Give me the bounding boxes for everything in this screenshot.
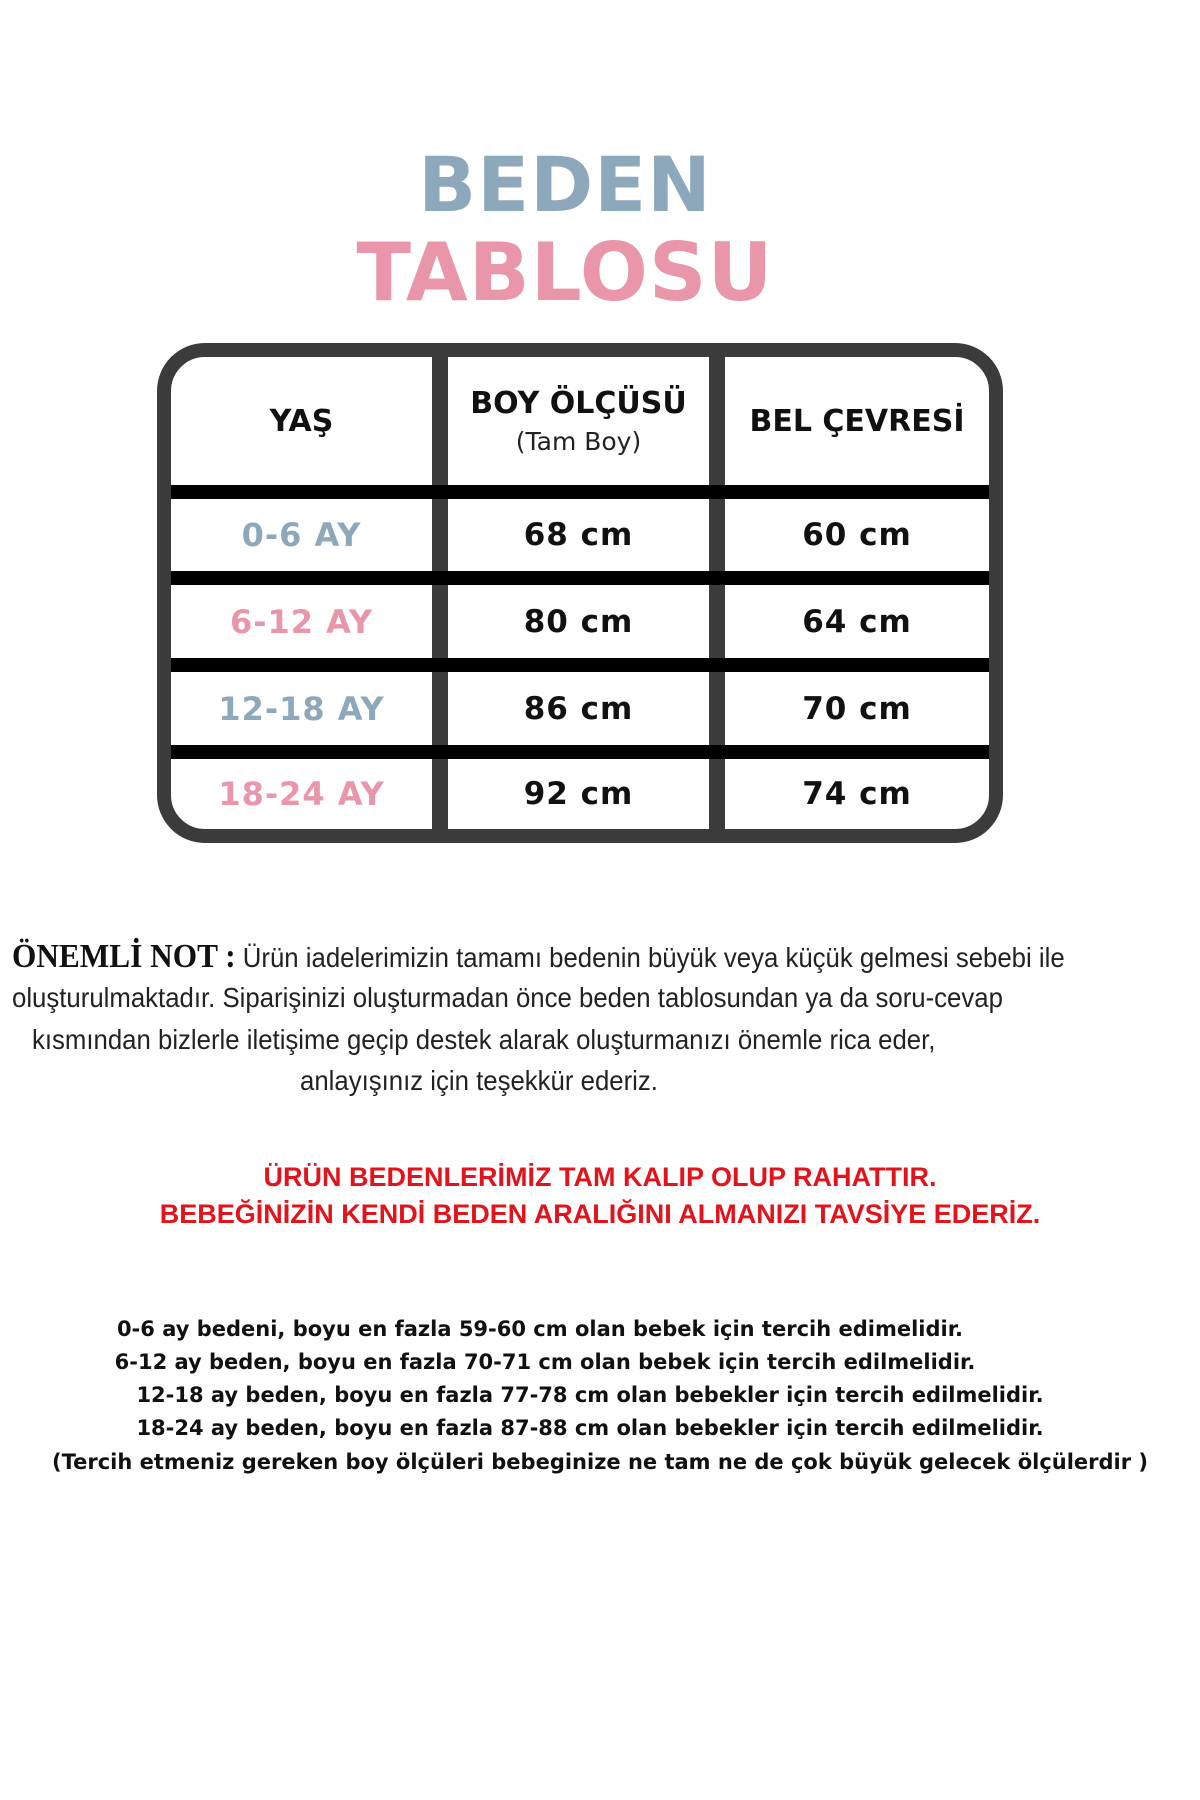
instruction-line: 18-24 ay beden, boyu en fazla 87-88 cm olan bebekler için tercih edilmelidir. xyxy=(136,1416,1044,1440)
note-text: Ürün iadelerimizin tamamı bedenin büyük veya küçük gelmesi sebebi ile xyxy=(235,942,1065,973)
note-label: ÖNEMLİ NOT : xyxy=(12,938,236,975)
row-divider xyxy=(171,658,989,672)
note-line: oluşturulmaktadır. Siparişinizi oluşturmadan önce beden tablosundan ya da soru-cevap xyxy=(12,982,1003,1013)
age-cell: 12-18 AY xyxy=(218,689,385,728)
instruction-line: 12-18 ay beden, boyu en fazla 77-78 cm olan bebekler için tercih edilmelidir. xyxy=(136,1383,1044,1407)
age-cell: 6-12 AY xyxy=(229,602,374,641)
note-line: kısmından bizlerle iletişime geçip destek alarak oluşturmanızı önemle rica eder, xyxy=(32,1024,936,1055)
header-boy xyxy=(448,357,709,485)
note-line xyxy=(12,938,1098,976)
bel-cell: 60 cm xyxy=(802,517,912,553)
header-label: BOY ÖLÇÜSÜ xyxy=(470,386,687,421)
note-line: anlayışınız için teşekkür ederiz. xyxy=(300,1065,658,1096)
instruction-line: 6-12 ay beden, boyu en fazla 70-71 cm olan bebek için tercih edilmelidir. xyxy=(114,1350,976,1374)
row-divider xyxy=(171,571,989,585)
bel-cell: 70 cm xyxy=(802,690,912,727)
boy-cell: 68 cm xyxy=(523,517,634,553)
header-sublabel: (Tam Boy) xyxy=(515,427,642,456)
row-divider xyxy=(171,745,989,759)
instruction-line: 0-6 ay bedeni, boyu en fazla 59-60 cm olan bebek için tercih edimelidir. xyxy=(116,1317,964,1341)
size-table xyxy=(157,343,1003,843)
age-cell: 18-24 AY xyxy=(218,775,385,813)
row-divider xyxy=(171,485,989,499)
warning-line: BEBEĞİNİZİN KENDİ BEDEN ARALIĞINI ALMANIZI TAVSİYE EDERİZ. xyxy=(159,1199,1041,1229)
boy-cell: 80 cm xyxy=(523,603,634,640)
title-tablosu: TABLOSU xyxy=(356,226,774,319)
boy-cell: 92 cm xyxy=(523,776,634,812)
header-label: BEL ÇEVRESİ xyxy=(749,403,965,439)
header-bel xyxy=(725,357,989,485)
header-label: YAŞ xyxy=(269,403,334,439)
bel-cell: 64 cm xyxy=(802,603,912,640)
warning-line: ÜRÜN BEDENLERİMİZ TAM KALIP OLUP RAHATTIR. xyxy=(263,1162,937,1192)
bel-cell: 74 cm xyxy=(802,776,912,812)
title-beden: BEDEN xyxy=(418,140,712,229)
boy-cell: 86 cm xyxy=(523,690,634,727)
instruction-line: (Tercih etmeniz gereken boy ölçüleri bebeginize ne tam ne de çok büyük gelecek ölçülerdir ) xyxy=(51,1450,1149,1474)
age-cell: 0-6 AY xyxy=(241,516,362,554)
header-yas xyxy=(171,357,432,485)
